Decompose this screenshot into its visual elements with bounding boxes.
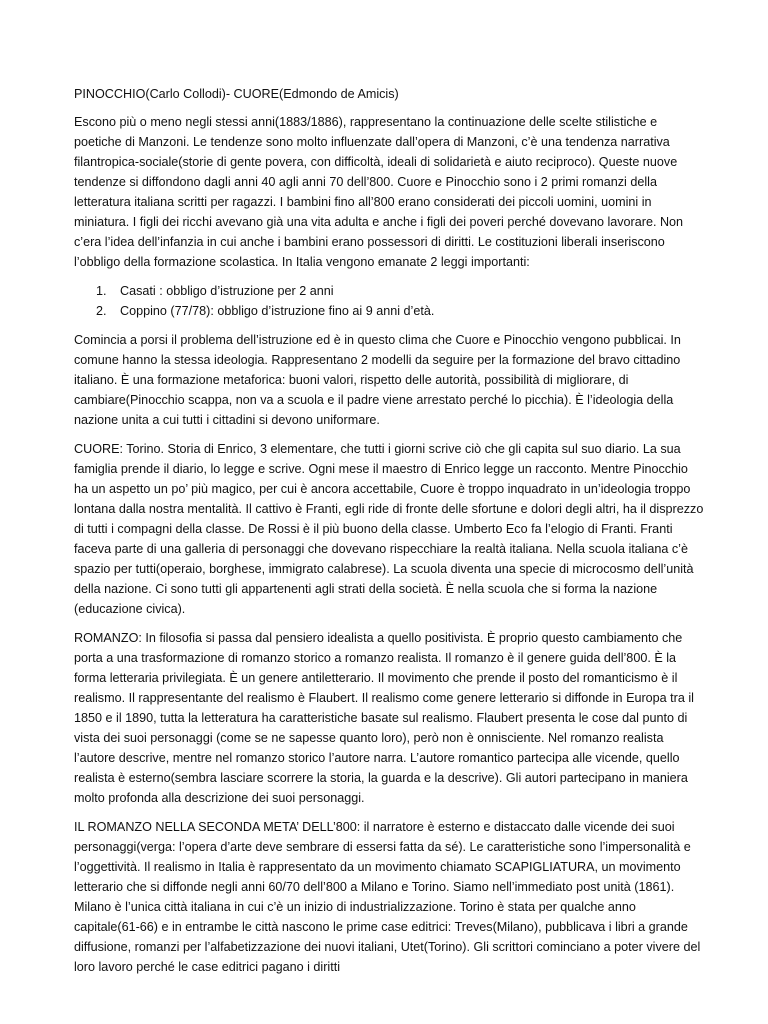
list-item (74, 301, 704, 321)
list-number: 1. (96, 284, 107, 298)
list-item (74, 281, 704, 301)
list-item-text: Casati : obbligo d’istruzione per 2 anni (120, 284, 334, 298)
paragraph-intro: Escono più o meno negli stessi anni(1883/1886), rappresentano la continuazione delle scelte stilistiche e poetiche di Manzoni. Le tendenze sono molto influenzate dall’opera di Manzoni, c’è una tendenza narrativa filantropica-sociale(storie di gente povera, con difficoltà, ideali di solidarietà e aiuto reciproco). Queste nuove tendenze si diffondono dagli anni 40 agli anni 70 dell’800. Cuore e Pinocchio sono i 2 primi romanzi della letteratura italiana scritti per ragazzi. I bambini fino all’800 erano considerati dei piccoli uomini, uomini in miniatura. I figli dei ricchi avevano già una vita adulta e anche i figli dei poveri perché dovevano lavorare. Non c’era l’idea dell’infanzia in cui anche i bambini erano possessori di diritti. Le costituzioni liberali inseriscono l’obbligo della formazione scolastica. In Italia vengono emanate 2 leggi importanti: (74, 115, 684, 269)
list-number: 2. (96, 304, 107, 318)
laws-list (74, 281, 704, 321)
list-item-text: Coppino (77/78): obbligo d’istruzione fino ai 9 anni d’età. (120, 304, 435, 318)
paragraph-istruzione: Comincia a porsi il problema dell’istruzione ed è in questo clima che Cuore e Pinocchio vengono pubblicai. In comune hanno la stessa ideologia. Rappresentano 2 modelli da seguire per la formazione del bravo cittadino italiano. È una formazione metaforica: buoni valori, rispetto delle autorità, possibilità di migliorare, di cambiare(Pinocchio scappa, non va a scuola e il padre viene arrestato perché lo picchia). È l’ideologia della nazione unita a cui tutti i cittadini si devono uniformare. (74, 333, 681, 427)
paragraph-romanzo: ROMANZO: In filosofia si passa dal pensiero idealista a quello positivista. È proprio questo cambiamento che porta a una trasformazione di romanzo storico a romanzo realista. Il romanzo è il genere guida dell’800. È la forma letteraria privilegiata. È un genere antiletterario. Il movimento che prende il posto del romanticismo è il realismo. Il rappresentante del realismo è Flaubert. Il realismo come genere letterario si diffonde in Europa tra il 1850 e il 1890, tutta la letteratura ha caratteristiche basate sul realismo. Flaubert presenta le cose dal punto di vista dei suoi personaggi (come se ne sapesse quanto loro), però non è onnisciente. Nel romanzo realista l’autore descrive, mentre nel romanzo storico l’autore narra. L’autore romantico partecipa alle vicende, quello realista è esterno(sembra lasciare scorrere la storia, la guarda e la descrive). Gli autori partecipano in maniera molto profonda alla descrizione dei suoi personaggi. (74, 631, 694, 805)
document-title: PINOCCHIO(Carlo Collodi)- CUORE(Edmondo de Amicis) (74, 87, 399, 101)
document-page (74, 84, 704, 986)
paragraph-cuore: CUORE: Torino. Storia di Enrico, 3 elementare, che tutti i giorni scrive ciò che gli capita sul suo diario. La sua famiglia prende il diario, lo legge e scrive. Ogni mese il maestro di Enrico legge un racconto. Mentre Pinocchio ha un aspetto un po’ più magico, per cui è ancora accettabile, Cuore è troppo inquadrato in un’ideologia troppo lontana dalla nostra mentalità. Il cattivo è Franti, egli ride di fronte delle sfortune e dolori degli altri, ha il disprezzo di tutti i compagni della classe. De Rossi è il più buono della classe. Umberto Eco fa l’elogio di Franti. Franti faceva parte di una galleria di personaggi che dovevano rispecchiare la realtà italiana. Nella scuola italiana c’è spazio per tutti(operaio, borghese, immigrato calabrese). La scuola diventa una specie di microcosmo dell’unità della nazione. Ci sono tutti gli appartenenti agli strati della società. È nella scuola che si forma la nazione (educazione civica). (74, 442, 704, 616)
paragraph-seconda-meta: IL ROMANZO NELLA SECONDA META’ DELL’800: il narratore è esterno e distaccato dalle vicende dei suoi personaggi(verga: l’opera d’arte deve sembrare di essersi fatta da sé). Le caratteristiche sono l’impersonalità e l’oggettività. Il realismo in Italia è rappresentato da un movimento chiamato SCAPIGLIATURA, un movimento letterario che si diffonde negli anni 60/70 dell’800 a Milano e Torino. Siamo nell’immediato post unità (1861). Milano è l’unica città italiana in cui c’è un inizio di industrializzazione. Torino è stata per qualche anno capitale(61-66) e in entrambe le città nascono le prime case editrici: Treves(Milano), pubblicava i libri a grande diffusione, romanzi per l’alfabetizzazione dei nuovi italiani, Utet(Torino). Gli scrittori cominciano a poter vivere del loro lavoro perché le case editrici pagano i diritti (74, 820, 701, 974)
